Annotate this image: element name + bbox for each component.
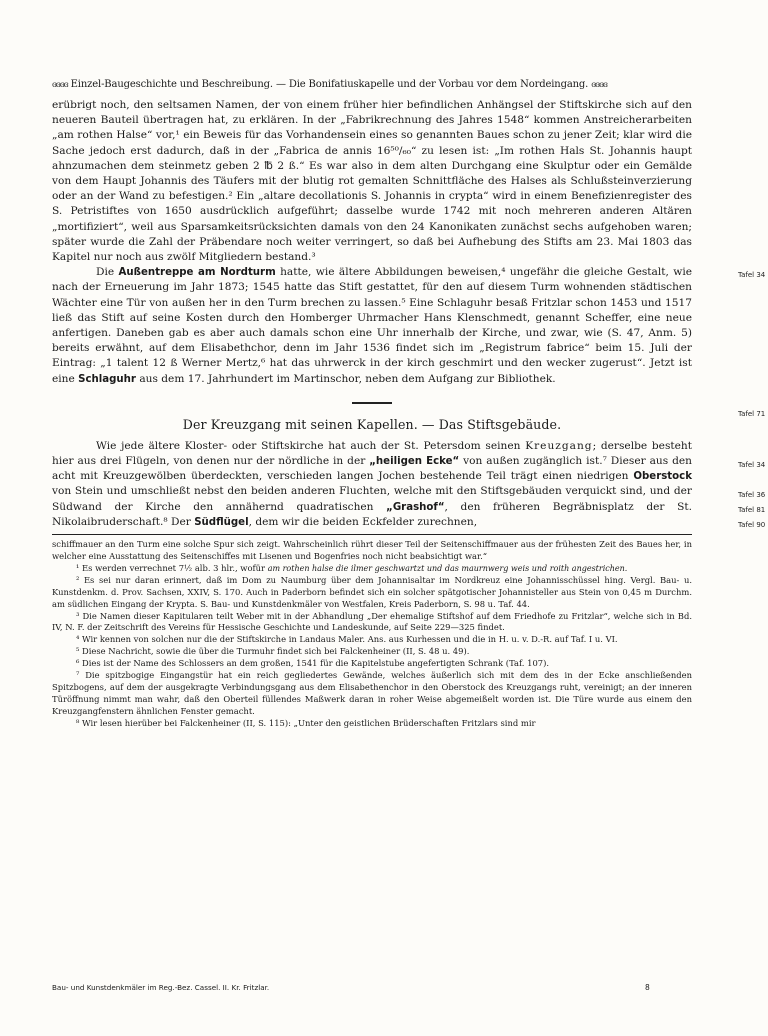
running-head — [52, 78, 692, 92]
footnote-2: ² Es sei nur daran erinnert, daß im Dom zu Naumburg über dem Johannisaltar im Nordkreuz eine Johannisschüssel hing. Vergl. Bau- u. Kunstdenkm. d. Prov. Sachsen, XXIV, S. 170. Auch in Paderborn befindet sich ein solcher spätgotischer Johannisteller aus Stein von 0,45 m Durchm. am südlichen Eingang der Krypta. S. Bau- und Kunstdenkmäler von Westfalen, Kreis Paderborn, S. 98 u. Taf. 44. — [52, 574, 692, 609]
bold-suedfluegel: Südflügel — [194, 516, 249, 528]
imprint: Bau- und Kunstdenkmäler im Reg.-Bez. Cassel. II. Kr. Fritzlar. — [52, 983, 270, 992]
margin-note-tafel-71: Tafel 71 — [738, 410, 766, 419]
paragraph-2: Tafel 34 Tafel 71 Die Außentreppe am Nordturm hatte, wie ältere Abbildungen beweisen,⁴ ungefähr die gleiche Gestalt, wie nach der Erneuerung im Jahr 1873; 1545 hatte das Stift gestattet, für den auf diesem Turm wohnenden städtischen Wächter eine Tür von außen her in den Turm brechen zu lassen.⁵ Eine Schlaguhr besaß Fritzlar schon 1453 und 1517 ließ das Stift auf seine Kosten durch den Homberger Uhrmacher Hans Klenschmedt, genannt Scheffer, eine neue anfertigen. Daneben gab es aber auch damals schon eine Uhr innerhalb der Kirche, und zwar, wie (S. 47, Anm. 5) bereits erwähnt, auf dem Elisabethchor, denn im Jahr 1536 findet sich im „Registrum fabrice“ beim 15. Juli der Eintrag: „1 talent 12 ß Werner Mertz,⁶ hat das uhrwerck in der kirch geschmirt und den wecker zugerust“. Jetzt ist eine Schlaguhr aus dem 17. Jahrhundert im Martinschor, neben dem Aufgang zur Bibliothek. — [52, 265, 692, 387]
body-text-2 — [52, 439, 766, 530]
footnotes — [52, 539, 692, 730]
footnote-6: ⁶ Dies ist der Name des Schlossers an dem großen, 1541 für die Kapitelstube angefertigten Schrank (Taf. 107). — [76, 658, 550, 669]
bold-aussentreppe: Außentreppe am Nordturm — [118, 267, 276, 279]
footnote-3: ³ Die Namen dieser Kapitularen teilt Weber mit in der Abhandlung „Der ehemalige Stiftshof auf dem Friedhofe zu Fritzlar“, welche sich in Bd. IV, N. F. der Zeitschrift des Vereins für Hessische Geschichte und Landeskunde, auf Seite 229—325 findet. — [52, 610, 692, 633]
page — [52, 78, 766, 730]
ornament-right: ɞɞɞɞ — [591, 80, 607, 89]
margin-note-tafel-36: Tafel 36 — [738, 490, 766, 499]
margin-note-tafel-81: Tafel 81 — [738, 505, 766, 514]
margin-note-tafel-34b: Tafel 34 — [738, 460, 766, 469]
bold-heilige-ecke: „heiligen Ecke“ — [369, 456, 460, 468]
body-text — [52, 98, 766, 419]
section-heading: Der Kreuzgang mit seinen Kapellen. — Das Stiftsgebäude. — [182, 416, 562, 432]
section-divider — [352, 402, 392, 404]
bold-grashof: „Grashof“ — [386, 501, 445, 513]
footnote-4: ⁴ Wir kennen von solchen nur die der Stiftskirche in Landaus Maler. Ans. aus Kurhessen und die in H. u. v. D.-R. auf Taf. I u. VI. — [76, 634, 618, 645]
footnote-rule — [52, 534, 692, 535]
bold-schlaguhr: Schlaguhr — [78, 373, 136, 385]
paragraph-1: erübrigt noch, den seltsamen Namen, der von einem früher hier befindlichen Anhängsel der Stiftskirche sich auf den neueren Bauteil übertragen hat, zu erklären. In der „Fabrikrechnung des Jahres 1548“ kommen Anstreicherarbeiten „am rothen Halse“ vor,¹ ein Beweis für das Vorhandensein eines so genannten Baues schon zu jener Zeit; klar wird die Sache jedoch erst dadurch, daß in der „Fabrica de annis 16⁵⁰/₆₀“ zu lesen ist: „Im rothen Hals St. Johannis haupt ahnzumachen dem steinmetz geben 2 ℔ 2 ß.“ Es war also in dem alten Durchgang eine Skulptur oder ein Gemälde von dem Haupt Johannis des Täufers mit der blutig rot gemalten Schnittfläche des Halses als Schlußsteinverzierung oder an der Wand zu befestigen.² Ein „altare decollationis S. Johannis in crypta“ wird in einem Benefizienregister des S. Petristiftes von 1650 ausdrücklich aufgeführt; dasselbe wurde 1742 mit noch mehreren anderen Altären „mortifiziert“, weil aus Sparsamkeitsrücksichten damals von den 24 Kanonikaten zunächst sechs aufgehoben waren; später wurde die Zahl der Präbendare noch weiter verringert, so daß bei Aufhebung des Stifts am 23. Mai 1803 das Kapitel nur noch aus zwölf Mitgliedern bestand.³ — [52, 99, 692, 264]
signature-mark: 8 — [645, 983, 650, 992]
running-head-text: Einzel-Baugeschichte und Beschreibung. — Die Bonifatiuskapelle und der Vorbau vor dem Nordeingang. — [70, 79, 589, 90]
footnote-1: ¹ Es werden verrechnet 7½ alb. 3 hlr., wofür am rothen halse die ilmer geschwartzt und das maurnwerg weis und roith angestrichen. — [76, 562, 628, 573]
ornament-left: ɞɞɞɞ — [52, 80, 68, 89]
footnote-continuation: schiffmauer an den Turm eine solche Spur sich zeigt. Wahrscheinlich rührt dieser Teil der Seitenschiffmauer aus der frühesten Zeit des Baues her, in welcher eine Ausstattung des Seitenschiffes mit Lisenen und Bogenfries noch nicht beabsichtigt war.“ — [52, 539, 692, 561]
margin-note-tafel-34: Tafel 34 — [738, 271, 766, 280]
paragraph-3: Tafel 34 Tafel 36 Tafel 81 Tafel 90 Wie jede ältere Kloster- oder Stiftskirche hat auch der St. Petersdom seinen Kreuzgang; derselbe besteht hier aus drei Flügeln, von denen nur der nördliche in der „heiligen Ecke“ von außen zugänglich ist.⁷ Dieser aus den acht mit Kreuzgewölben überdeckten, verschieden langen Jochen bestehende Teil trägt einen niedrigen Oberstock von Stein und umschließt nebst den beiden anderen Fluchten, welche mit den Stiftsgebäuden verquickt sind, und der Südwand der Kirche den annähernd quadratischen „Grashof“, den früheren Begräbnisplatz der St. Nikolaibruderschaft.⁸ Der Südflügel, dem wir die beiden Eckfelder zurechnen, — [52, 439, 692, 530]
bold-oberstock: Oberstock — [633, 471, 692, 483]
footnote-8: ⁸ Wir lesen hierüber bei Falckenheiner (II, S. 115): „Unter den geistlichen Brüderschaften Fritzlars sind mir — [76, 717, 536, 728]
footnote-5: ⁵ Diese Nachricht, sowie die über die Turmuhr findet sich bei Falckenheiner (II, S. 48 u. 49). — [76, 646, 470, 657]
spaced-kreuzgang: Kreuzgang — [525, 439, 593, 452]
footnote-7: ⁷ Die spitzbogige Eingangstür hat ein reich gegliedertes Gewände, welches äußerlich sich mit dem des in der Ecke anschließenden Spitzbogens, auf dem der ausgekragte Verbindungsgang aus dem Elisabethenchor in den Oberstock des Kreuzgangs ruht, vereinigt; an der inneren Türöffnung nimmt man wahr, daß den Oberteil füllendes Maßwerk daran in roher Weise abgemeißelt worden ist. Die Türe wurde aus einem den Kreuzgangfenstern ähnlichen Fenster gemacht. — [52, 670, 692, 716]
margin-note-tafel-90: Tafel 90 — [738, 520, 766, 529]
